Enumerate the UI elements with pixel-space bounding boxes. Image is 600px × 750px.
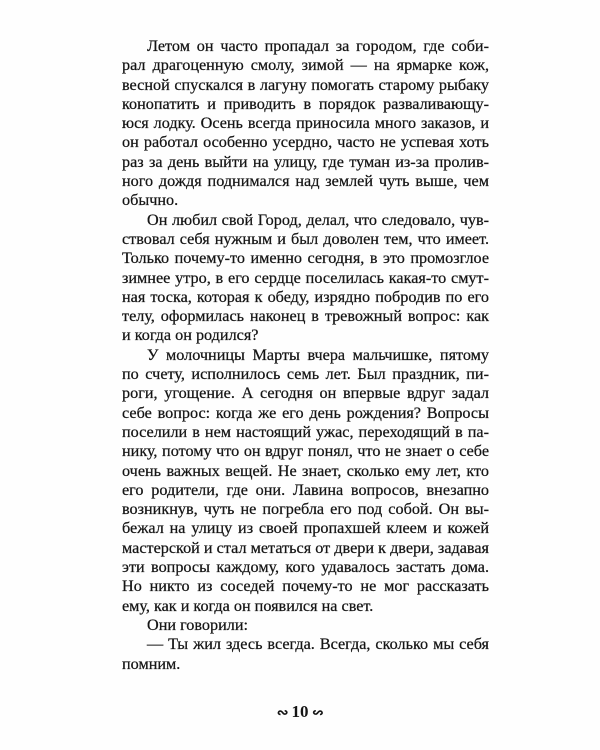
text-line: и когда он родился? (122, 326, 259, 345)
text-line: бежал на улицу из своей пропахшей клеем и кожей (122, 519, 489, 538)
text-line: его родители, где они. Лавина вопросов, внезапно (122, 480, 489, 499)
text-line: телу, оформилась наконец в тревожный вопрос: как (122, 307, 489, 326)
text-line: ная тоска, которая к обеду, изрядно побродив по его (122, 287, 489, 306)
text-line: раз за день выйти на улицу, где туман из-за пролив- (122, 152, 489, 171)
text-line: поселили в нем настоящий ужас, переходящий в па- (122, 422, 489, 441)
text-line: У молочницы Марты вчера мальчишке, пятому (147, 345, 489, 364)
text-line: мастерской и стал метаться от двери к двери, задавая (122, 538, 489, 557)
paragraph (122, 635, 489, 674)
text-line: роги, угощение. А сегодня он впервые вдруг задал (122, 384, 489, 403)
paragraph (122, 37, 489, 211)
text-line: себе вопрос: когда же его день рождения? Вопросы (122, 403, 489, 422)
text-line: он работал особенно усердно, часто не успевая хоть (122, 133, 489, 152)
page-number: 10 (291, 702, 309, 721)
paragraph (122, 346, 489, 616)
text-line: очень важных вещей. Не знает, сколько ему лет, кто (122, 461, 489, 480)
body-text (122, 37, 489, 674)
text-line: Он любил свой Город, делал, что следовало, чув- (147, 210, 489, 229)
text-line: ему, как и когда он появился на свет. (122, 596, 374, 615)
text-line: Они говорили: (147, 615, 249, 634)
text-line: Летом он часто пропадал за городом, где соби- (147, 37, 489, 55)
page-footer (0, 702, 600, 722)
ornament-swirl-left-icon: ∾ (276, 706, 289, 721)
text-line: рал драгоценную смолу, зимой — на ярмарке кож, (122, 56, 489, 75)
text-line: нику, потому что он вдруг понял, что не знает о себе (122, 442, 489, 461)
paragraph (122, 211, 489, 346)
text-line: Только почему-то именно сегодня, в это промозглое (122, 249, 489, 268)
text-line: помним. (122, 654, 181, 673)
text-line: юся лодку. Осень всегда приносила много заказов, и (122, 114, 489, 133)
text-line: эти вопросы каждому, кого удавалось застать дома. (122, 558, 489, 577)
text-line: зимнее утро, в его сердце поселилась какая-то смут- (122, 268, 489, 287)
text-line: ствовал себя нужным и был доволен тем, что имеет. (122, 229, 489, 248)
text-line: ного дождя поднимался над землей чуть выше, чем (122, 172, 489, 191)
text-line: обычно. (122, 191, 179, 210)
paragraph (122, 616, 489, 635)
ornament-swirl-right-icon: ∾ (311, 706, 324, 721)
text-line: возникнув, чуть не погребла его под собой. Он вы- (122, 500, 489, 519)
text-line: конопатить и приводить в порядок разваливающу- (122, 94, 489, 113)
text-line: по счету, исполнилось семь лет. Был праздник, пи- (122, 365, 489, 384)
text-line: Но никто из соседей почему-то не мог рассказать (122, 577, 489, 596)
text-line: — Ты жил здесь всегда. Всегда, сколько мы себя (147, 635, 489, 654)
text-line: весной спускался в лагуну помогать старому рыбаку (122, 75, 489, 94)
